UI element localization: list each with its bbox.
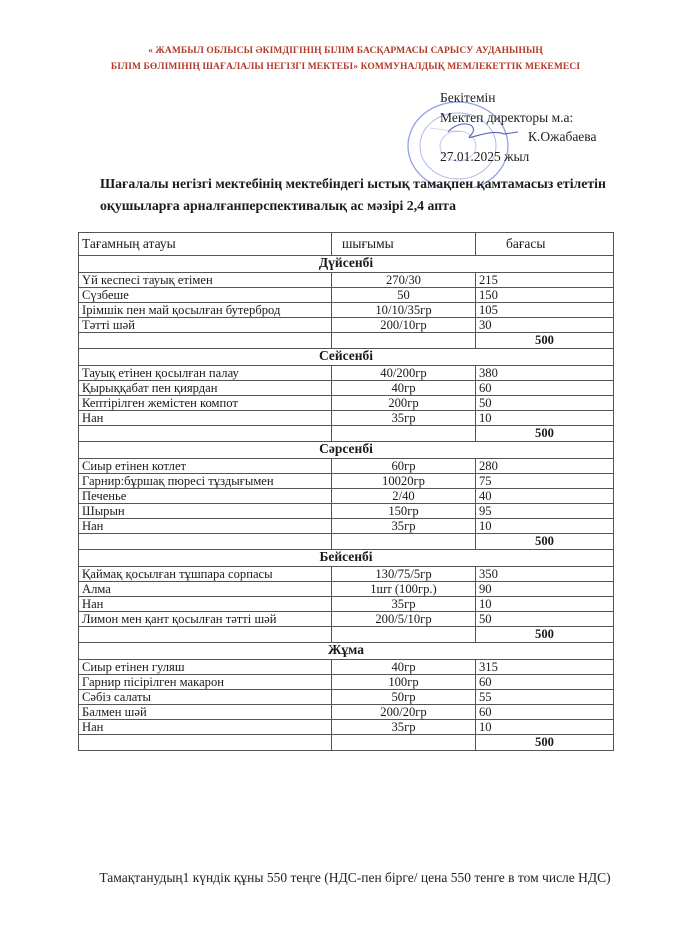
dish-price: 30 bbox=[476, 318, 614, 333]
dish-yield: 200/20гр bbox=[332, 705, 476, 720]
dish-yield: 100гр bbox=[332, 675, 476, 690]
dish-yield: 35гр bbox=[332, 597, 476, 612]
day-name: Дүйсенбі bbox=[79, 256, 614, 273]
dish-yield: 40гр bbox=[332, 660, 476, 675]
dish-price: 50 bbox=[476, 612, 614, 627]
dish-yield: 200/10гр bbox=[332, 318, 476, 333]
day-total-row bbox=[79, 333, 614, 349]
day-row bbox=[79, 349, 614, 366]
dish-name: Қаймақ қосылған тұшпара сорпасы bbox=[79, 567, 332, 582]
dish-price: 90 bbox=[476, 582, 614, 597]
header-dish-name: Тағамның атауы bbox=[79, 233, 332, 256]
table-row bbox=[79, 720, 614, 735]
dish-yield: 50 bbox=[332, 288, 476, 303]
dish-price: 380 bbox=[476, 366, 614, 381]
empty-cell bbox=[79, 735, 332, 751]
approval-word: Бекітемін bbox=[440, 90, 496, 105]
dish-name: Тауық етінен қосылған палау bbox=[79, 366, 332, 381]
dish-name: Алма bbox=[79, 582, 332, 597]
dish-name: Шырын bbox=[79, 504, 332, 519]
empty-cell bbox=[332, 735, 476, 751]
dish-name: Сәбіз салаты bbox=[79, 690, 332, 705]
dish-yield: 35гр bbox=[332, 519, 476, 534]
dish-price: 60 bbox=[476, 675, 614, 690]
dish-name: Нан bbox=[79, 720, 332, 735]
empty-cell bbox=[332, 534, 476, 550]
table-row bbox=[79, 474, 614, 489]
day-name: Бейсенбі bbox=[79, 550, 614, 567]
table-header-row bbox=[79, 233, 614, 256]
dish-name: Лимон мен қант қосылған тәтті шәй bbox=[79, 612, 332, 627]
day-total-row bbox=[79, 735, 614, 751]
dish-price: 105 bbox=[476, 303, 614, 318]
dish-yield: 130/75/5гр bbox=[332, 567, 476, 582]
approval-name: К.Ожабаева bbox=[528, 129, 597, 144]
day-total: 500 bbox=[476, 426, 614, 442]
table-row bbox=[79, 366, 614, 381]
dish-price: 95 bbox=[476, 504, 614, 519]
dish-name: Сиыр етінен котлет bbox=[79, 459, 332, 474]
table-row bbox=[79, 567, 614, 582]
empty-cell bbox=[79, 333, 332, 349]
table-row bbox=[79, 705, 614, 720]
dish-yield: 40гр bbox=[332, 381, 476, 396]
day-total: 500 bbox=[476, 534, 614, 550]
dish-yield: 40/200гр bbox=[332, 366, 476, 381]
approval-date: 27.01.2025 жыл bbox=[440, 148, 530, 164]
dish-name: Нан bbox=[79, 597, 332, 612]
header-price: бағасы bbox=[476, 233, 614, 256]
table-row bbox=[79, 288, 614, 303]
table-row bbox=[79, 612, 614, 627]
menu-table bbox=[78, 232, 614, 751]
day-name: Сейсенбі bbox=[79, 349, 614, 366]
day-total: 500 bbox=[476, 627, 614, 643]
daily-cost-note: Тамақтанудың1 күндік құны 550 теңге (НДС-пен бірге/ цена 550 тенге в том числе НДС) bbox=[99, 870, 611, 885]
dish-price: 10 bbox=[476, 519, 614, 534]
table-row bbox=[79, 396, 614, 411]
dish-yield: 35гр bbox=[332, 720, 476, 735]
dish-name: Үй кеспесі тауық етімен bbox=[79, 273, 332, 288]
dish-yield: 2/40 bbox=[332, 489, 476, 504]
table-row bbox=[79, 273, 614, 288]
table-row bbox=[79, 303, 614, 318]
dish-price: 10 bbox=[476, 597, 614, 612]
dish-yield: 35гр bbox=[332, 411, 476, 426]
dish-yield: 200/5/10гр bbox=[332, 612, 476, 627]
day-name: Сәрсенбі bbox=[79, 442, 614, 459]
table-row bbox=[79, 318, 614, 333]
document-title: Шағалалы негізгі мектебінің мектебіндегі ыстық тамақпен қамтамасыз етілетін оқушыларға арналғанперспективалық ас мәзірі 2,4 апта bbox=[100, 176, 606, 213]
dish-price: 315 bbox=[476, 660, 614, 675]
dish-price: 40 bbox=[476, 489, 614, 504]
header-yield: шығымы bbox=[332, 233, 476, 256]
empty-cell bbox=[79, 534, 332, 550]
dish-yield: 200гр bbox=[332, 396, 476, 411]
dish-name: Печенье bbox=[79, 489, 332, 504]
dish-yield: 10020гр bbox=[332, 474, 476, 489]
table-row bbox=[79, 381, 614, 396]
empty-cell bbox=[332, 333, 476, 349]
day-name: Жұма bbox=[79, 643, 614, 660]
dish-name: Нан bbox=[79, 411, 332, 426]
dish-price: 55 bbox=[476, 690, 614, 705]
institution-header-line1: « ЖАМБЫЛ ОБЛЫСЫ ӘКІМДІГІНІҢ БІЛІМ БАСҚАРМАСЫ САРЫСУ АУДАНЫНЫҢ bbox=[148, 46, 543, 56]
table-row bbox=[79, 660, 614, 675]
dish-name: Сүзбеше bbox=[79, 288, 332, 303]
approval-role: Мектеп директоры м.а: bbox=[440, 109, 574, 125]
day-total-row bbox=[79, 426, 614, 442]
table-row bbox=[79, 489, 614, 504]
table-row bbox=[79, 459, 614, 474]
day-row bbox=[79, 256, 614, 273]
dish-name: Ірімшік пен май қосылған бутерброд bbox=[79, 303, 332, 318]
approval-block bbox=[440, 88, 597, 166]
table-row bbox=[79, 504, 614, 519]
dish-price: 215 bbox=[476, 273, 614, 288]
dish-yield: 270/30 bbox=[332, 273, 476, 288]
dish-price: 280 bbox=[476, 459, 614, 474]
dish-name: Кептірілген жемістен компот bbox=[79, 396, 332, 411]
dish-name: Балмен шәй bbox=[79, 705, 332, 720]
table-row bbox=[79, 675, 614, 690]
dish-price: 150 bbox=[476, 288, 614, 303]
empty-cell bbox=[332, 426, 476, 442]
table-row bbox=[79, 519, 614, 534]
day-total-row bbox=[79, 627, 614, 643]
dish-price: 10 bbox=[476, 720, 614, 735]
dish-yield: 1шт (100гр.) bbox=[332, 582, 476, 597]
empty-cell bbox=[79, 426, 332, 442]
dish-name: Тәтті шәй bbox=[79, 318, 332, 333]
dish-yield: 60гр bbox=[332, 459, 476, 474]
dish-price: 350 bbox=[476, 567, 614, 582]
empty-cell bbox=[332, 627, 476, 643]
table-row bbox=[79, 690, 614, 705]
dish-price: 50 bbox=[476, 396, 614, 411]
table-row bbox=[79, 411, 614, 426]
day-total-row bbox=[79, 534, 614, 550]
table-row bbox=[79, 582, 614, 597]
dish-price: 60 bbox=[476, 705, 614, 720]
day-total: 500 bbox=[476, 735, 614, 751]
day-row bbox=[79, 550, 614, 567]
empty-cell bbox=[79, 627, 332, 643]
dish-name: Гарнир:бұршақ пюресі тұздығымен bbox=[79, 474, 332, 489]
dish-price: 10 bbox=[476, 411, 614, 426]
dish-name: Гарнир пісірілген макарон bbox=[79, 675, 332, 690]
day-total: 500 bbox=[476, 333, 614, 349]
institution-header-line2: БІЛІМ БӨЛІМІНІҢ ШАҒАЛАЛЫ НЕГІЗГІ МЕКТЕБІ» КОММУНАЛДЫҚ МЕМЛЕКЕТТІК МЕКЕМЕСІ bbox=[110, 62, 581, 72]
dish-name: Сиыр етінен гуляш bbox=[79, 660, 332, 675]
day-row bbox=[79, 442, 614, 459]
dish-name: Нан bbox=[79, 519, 332, 534]
dish-price: 75 bbox=[476, 474, 614, 489]
dish-yield: 150гр bbox=[332, 504, 476, 519]
dish-name: Қырыққабат пен қиярдан bbox=[79, 381, 332, 396]
dish-yield: 10/10/35гр bbox=[332, 303, 476, 318]
dish-yield: 50гр bbox=[332, 690, 476, 705]
day-row bbox=[79, 643, 614, 660]
dish-price: 60 bbox=[476, 381, 614, 396]
table-row bbox=[79, 597, 614, 612]
